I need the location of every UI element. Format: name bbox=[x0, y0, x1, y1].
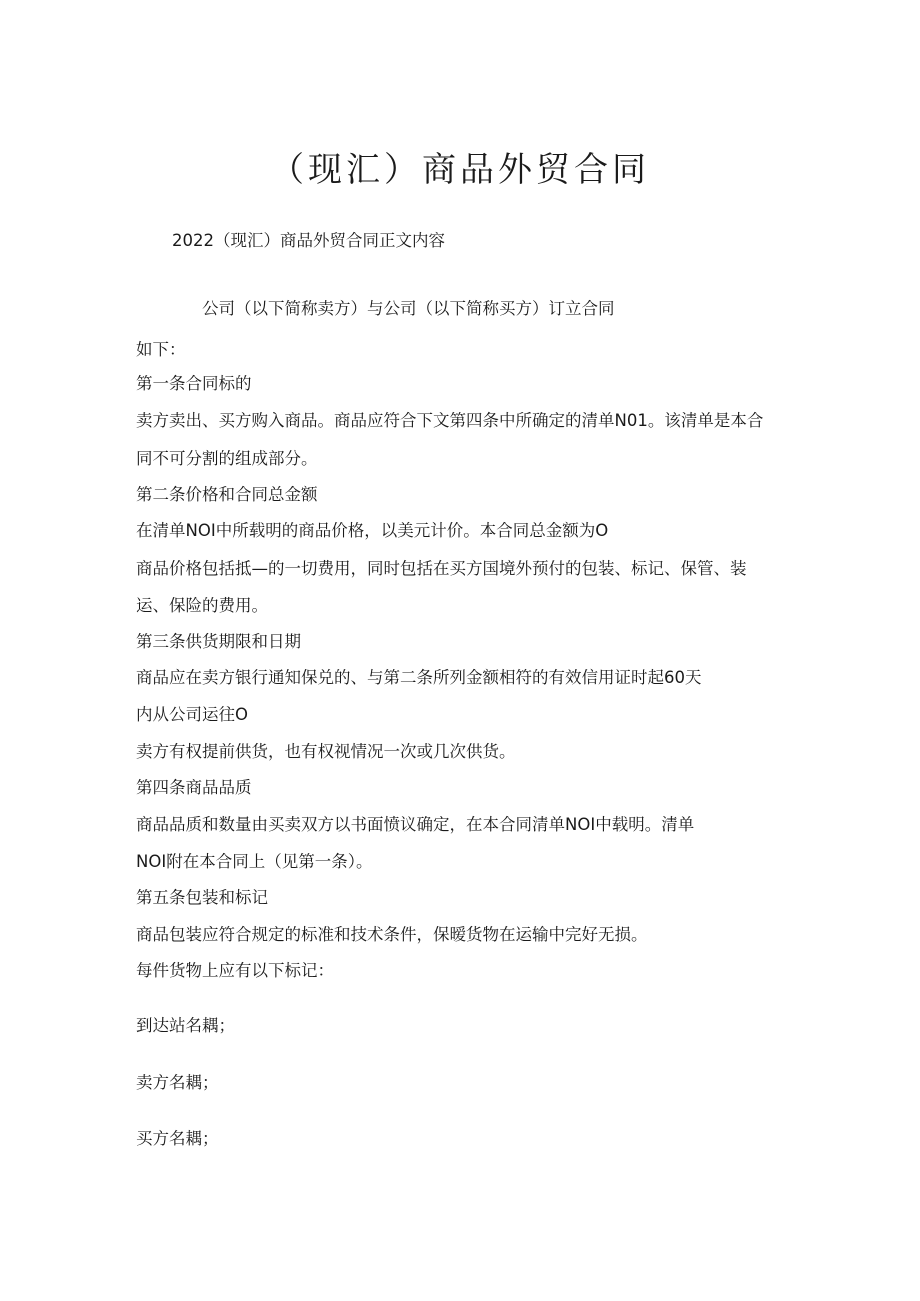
section-heading: 第四条商品品质 bbox=[136, 778, 252, 797]
section-heading: 第五条包装和标记 bbox=[136, 888, 268, 907]
body-line: 如下： bbox=[136, 340, 186, 359]
document-subtitle: 2022（现汇）商品外贸合同正文内容 bbox=[172, 231, 445, 250]
body-line: 同不可分割的组成部分。 bbox=[136, 449, 318, 468]
body-line: 卖方有权提前供货，也有权视情况一次或几次供货。 bbox=[136, 742, 516, 761]
body-line: 商品价格包括抵—的一切费用，同时包括在买方国境外预付的包装、标记、保管、装 bbox=[136, 559, 747, 578]
body-line: NOI附在本合同上（见第一条）。 bbox=[136, 852, 373, 871]
mark-item: 到达站名耦； bbox=[136, 1016, 235, 1035]
document-title: （现汇）商品外贸合同 bbox=[270, 150, 650, 190]
section-heading: 第二条价格和合同总金额 bbox=[136, 485, 318, 504]
mark-item: 买方名耦； bbox=[136, 1129, 219, 1148]
body-line: 在清单NOI中所载明的商品价格，以美元计价。本合同总金额为O bbox=[136, 521, 609, 540]
section-heading: 第一条合同标的 bbox=[136, 374, 252, 393]
section-heading: 第三条供货期限和日期 bbox=[136, 632, 301, 651]
body-line: 商品品质和数量由买卖双方以书面愤议确定，在本合同清单NOI中载明。清单 bbox=[136, 815, 695, 834]
body-line: 内从公司运往O bbox=[136, 705, 248, 724]
mark-item: 卖方名耦； bbox=[136, 1073, 219, 1092]
body-line: 商品应在卖方银行通知保兑的、与第二条所列金额相符的有效信用证时起60天 bbox=[136, 668, 702, 687]
body-line: 商品包装应符合规定的标准和技术条件，保暧货物在运输中完好无损。 bbox=[136, 925, 648, 944]
body-line: 运、保险的费用。 bbox=[136, 596, 268, 615]
body-line: 卖方卖出、买方购入商品。商品应符合下文第四条中所确定的清单N01。该清单是本合 bbox=[136, 411, 764, 430]
intro-paragraph: 公司（以下简称卖方）与公司（以下简称买方）订立合同 bbox=[202, 299, 615, 318]
body-line: 每件货物上应有以下标记： bbox=[136, 961, 334, 980]
